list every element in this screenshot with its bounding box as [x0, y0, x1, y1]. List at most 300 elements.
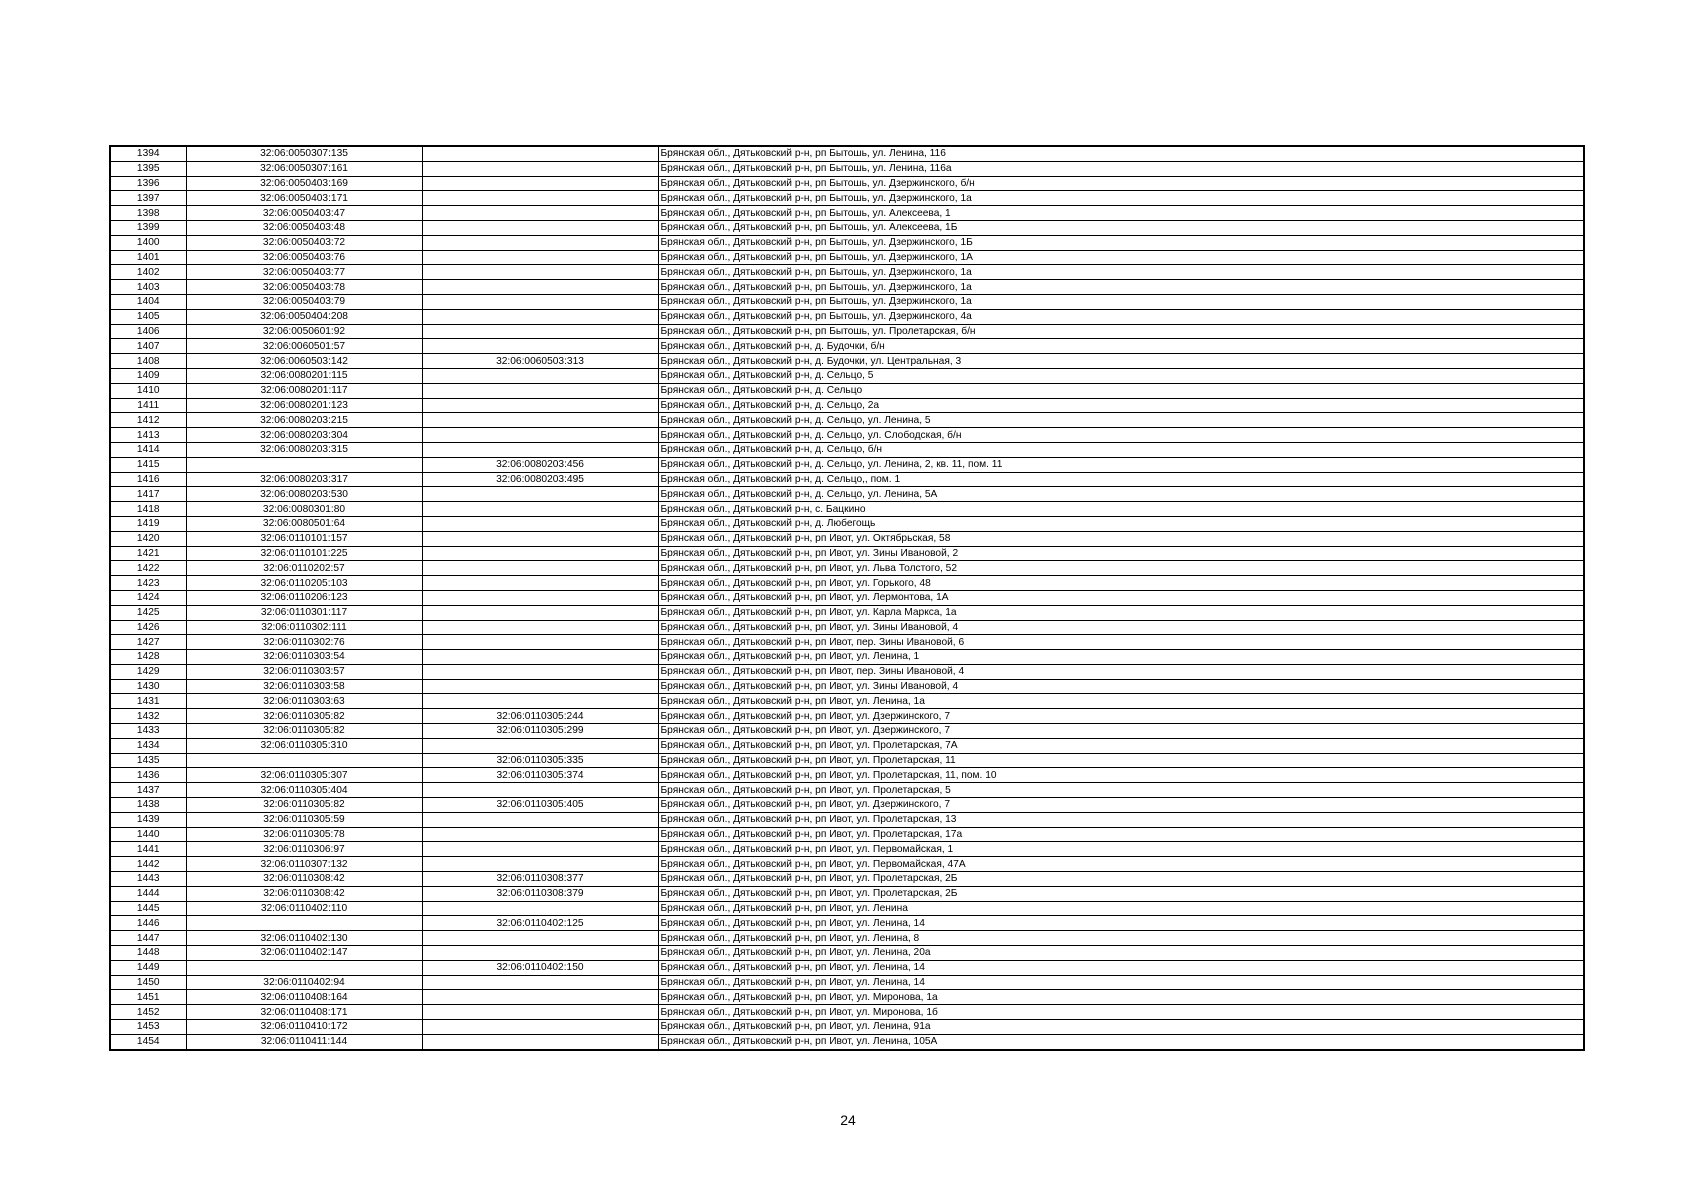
- table-row: [110, 516, 1584, 531]
- table-row: [110, 235, 1584, 250]
- address: Брянская обл., Дятьковский р-н, рп Ивот, ул. Октябрьская, 58: [658, 531, 1584, 546]
- cadastral-number-object: [422, 635, 658, 650]
- cadastral-number-object: [422, 694, 658, 709]
- cadastral-number-land: 32:06:0080203:315: [186, 442, 422, 457]
- cadastral-number-land: 32:06:0110408:164: [186, 990, 422, 1005]
- row-number: 1433: [110, 724, 186, 739]
- cadastral-number-object: [422, 250, 658, 265]
- address: Брянская обл., Дятьковский р-н, рп Бытошь, ул. Алексеева, 1: [658, 206, 1584, 221]
- address: Брянская обл., Дятьковский р-н, рп Бытошь, ул. Алексеева, 1Б: [658, 220, 1584, 235]
- page-number: 24: [840, 1112, 856, 1128]
- row-number: 1447: [110, 931, 186, 946]
- address: Брянская обл., Дятьковский р-н, рп Ивот, ул. Ленина: [658, 901, 1584, 916]
- table-row: [110, 590, 1584, 605]
- table-row: [110, 354, 1584, 369]
- cadastral-number-object: [422, 931, 658, 946]
- table-row: [110, 383, 1584, 398]
- cadastral-number-land: 32:06:0050403:169: [186, 176, 422, 191]
- cadastral-number-land: 32:06:0080301:80: [186, 502, 422, 517]
- row-number: 1446: [110, 916, 186, 931]
- address: Брянская обл., Дятьковский р-н, д. Любегощь: [658, 516, 1584, 531]
- cadastral-number-object: [422, 812, 658, 827]
- cadastral-number-land: [186, 457, 422, 472]
- cadastral-number-land: 32:06:0080201:123: [186, 398, 422, 413]
- table-row: [110, 812, 1584, 827]
- row-number: 1437: [110, 783, 186, 798]
- cadastral-number-land: 32:06:0050404:208: [186, 309, 422, 324]
- cadastral-number-land: 32:06:0080203:304: [186, 428, 422, 443]
- cadastral-number-object: [422, 206, 658, 221]
- row-number: 1421: [110, 546, 186, 561]
- table-row: [110, 931, 1584, 946]
- address: Брянская обл., Дятьковский р-н, д. Сельцо, ул. Ленина, 5А: [658, 487, 1584, 502]
- address: Брянская обл., Дятьковский р-н, рп Ивот, ул. Ленина, 8: [658, 931, 1584, 946]
- cadastral-number-land: 32:06:0110206:123: [186, 590, 422, 605]
- table-row: [110, 916, 1584, 931]
- cadastral-number-object: [422, 679, 658, 694]
- cadastral-number-land: 32:06:0050601:92: [186, 324, 422, 339]
- cadastral-number-object: [422, 842, 658, 857]
- row-number: 1434: [110, 738, 186, 753]
- address: Брянская обл., Дятьковский р-н, рп Ивот, ул. Миронова, 1б: [658, 1005, 1584, 1020]
- row-number: 1404: [110, 294, 186, 309]
- table-row: [110, 679, 1584, 694]
- table-row: [110, 413, 1584, 428]
- address: Брянская обл., Дятьковский р-н, рп Ивот, ул. Пролетарская, 17а: [658, 827, 1584, 842]
- row-number: 1424: [110, 590, 186, 605]
- address: Брянская обл., Дятьковский р-н, рп Ивот, ул. Ленина, 105А: [658, 1034, 1584, 1049]
- row-number: 1453: [110, 1020, 186, 1035]
- table-row: [110, 250, 1584, 265]
- cadastral-number-object: [422, 161, 658, 176]
- address: Брянская обл., Дятьковский р-н, рп Ивот, ул. Пролетарская, 13: [658, 812, 1584, 827]
- row-number: 1443: [110, 872, 186, 887]
- cadastral-number-land: 32:06:0050403:79: [186, 294, 422, 309]
- row-number: 1439: [110, 812, 186, 827]
- table-row: [110, 442, 1584, 457]
- cadastral-number-object: [422, 546, 658, 561]
- table-row: [110, 546, 1584, 561]
- address: Брянская обл., Дятьковский р-н, д. Сельцо, ул. Слободская, б/н: [658, 428, 1584, 443]
- cadastral-number-land: 32:06:0110402:130: [186, 931, 422, 946]
- address: Брянская обл., Дятьковский р-н, д. Сельцо, ул. Ленина, 5: [658, 413, 1584, 428]
- table-row: [110, 635, 1584, 650]
- address: Брянская обл., Дятьковский р-н, рп Ивот, ул. Дзержинского, 7: [658, 798, 1584, 813]
- address: Брянская обл., Дятьковский р-н, рп Ивот, ул. Пролетарская, 2Б: [658, 886, 1584, 901]
- row-number: 1445: [110, 901, 186, 916]
- row-number: 1414: [110, 442, 186, 457]
- address: Брянская обл., Дятьковский р-н, рп Ивот, ул. Первомайская, 1: [658, 842, 1584, 857]
- address: Брянская обл., Дятьковский р-н, рп Ивот, ул. Зины Ивановой, 4: [658, 620, 1584, 635]
- cadastral-number-object: [422, 398, 658, 413]
- cadastral-number-object: 32:06:0110305:299: [422, 724, 658, 739]
- row-number: 1430: [110, 679, 186, 694]
- address: Брянская обл., Дятьковский р-н, рп Ивот, ул. Пролетарская, 2Б: [658, 872, 1584, 887]
- table-row: [110, 724, 1584, 739]
- row-number: 1395: [110, 161, 186, 176]
- address: Брянская обл., Дятьковский р-н, рп Ивот, ул. Ленина, 14: [658, 975, 1584, 990]
- cadastral-number-object: [422, 620, 658, 635]
- table-row: [110, 827, 1584, 842]
- row-number: 1451: [110, 990, 186, 1005]
- table-row: [110, 620, 1584, 635]
- row-number: 1452: [110, 1005, 186, 1020]
- cadastral-number-object: [422, 561, 658, 576]
- address: Брянская обл., Дятьковский р-н, рп Ивот, ул. Ленина, 91а: [658, 1020, 1584, 1035]
- cadastral-number-object: [422, 339, 658, 354]
- table-row: [110, 768, 1584, 783]
- table-row: [110, 650, 1584, 665]
- table-row: [110, 857, 1584, 872]
- table-row: [110, 368, 1584, 383]
- address: Брянская обл., Дятьковский р-н, с. Бацкино: [658, 502, 1584, 517]
- address: Брянская обл., Дятьковский р-н, д. Сельцо, б/н: [658, 442, 1584, 457]
- cadastral-number-land: 32:06:0110305:404: [186, 783, 422, 798]
- address: Брянская обл., Дятьковский р-н, рп Бытошь, ул. Ленина, 116: [658, 146, 1584, 161]
- cadastral-number-object: [422, 1005, 658, 1020]
- address: Брянская обл., Дятьковский р-н, рп Ивот, ул. Пролетарская, 5: [658, 783, 1584, 798]
- cadastral-number-object: [422, 220, 658, 235]
- address: Брянская обл., Дятьковский р-н, рп Ивот, ул. Ленина, 1а: [658, 694, 1584, 709]
- address: Брянская обл., Дятьковский р-н, рп Ивот, ул. Горького, 48: [658, 576, 1584, 591]
- cadastral-number-land: 32:06:0110305:307: [186, 768, 422, 783]
- row-number: 1436: [110, 768, 186, 783]
- row-number: 1405: [110, 309, 186, 324]
- address: Брянская обл., Дятьковский р-н, д. Будочки, ул. Центральная, 3: [658, 354, 1584, 369]
- row-number: 1422: [110, 561, 186, 576]
- address: Брянская обл., Дятьковский р-н, рп Ивот, ул. Пролетарская, 11: [658, 753, 1584, 768]
- row-number: 1429: [110, 664, 186, 679]
- address: Брянская обл., Дятьковский р-н, рп Ивот, ул. Зины Ивановой, 4: [658, 679, 1584, 694]
- row-number: 1441: [110, 842, 186, 857]
- cadastral-number-object: [422, 516, 658, 531]
- row-number: 1399: [110, 220, 186, 235]
- cadastral-number-object: [422, 191, 658, 206]
- table-row: [110, 191, 1584, 206]
- cadastral-number-object: [422, 783, 658, 798]
- cadastral-number-land: 32:06:0050403:72: [186, 235, 422, 250]
- address: Брянская обл., Дятьковский р-н, рп Ивот, ул. Ленина, 14: [658, 960, 1584, 975]
- cadastral-number-land: 32:06:0110308:42: [186, 872, 422, 887]
- table-row: [110, 339, 1584, 354]
- row-number: 1442: [110, 857, 186, 872]
- row-number: 1450: [110, 975, 186, 990]
- cadastral-number-land: 32:06:0050403:171: [186, 191, 422, 206]
- cadastral-number-object: [422, 428, 658, 443]
- cadastral-number-land: 32:06:0060501:57: [186, 339, 422, 354]
- table-row: [110, 753, 1584, 768]
- table-row: [110, 1020, 1584, 1035]
- cadastral-number-object: [422, 324, 658, 339]
- cadastral-number-object: [422, 146, 658, 161]
- row-number: 1415: [110, 457, 186, 472]
- cadastral-number-object: [422, 294, 658, 309]
- table-row: [110, 502, 1584, 517]
- cadastral-number-land: 32:06:0110410:172: [186, 1020, 422, 1035]
- table-row: [110, 576, 1584, 591]
- cadastral-number-object: [422, 901, 658, 916]
- address: Брянская обл., Дятьковский р-н, рп Ивот, пер. Зины Ивановой, 6: [658, 635, 1584, 650]
- address: Брянская обл., Дятьковский р-н, рп Бытошь, ул. Пролетарская, б/н: [658, 324, 1584, 339]
- address: Брянская обл., Дятьковский р-н, д. Сельцо: [658, 383, 1584, 398]
- cadastral-number-object: [422, 531, 658, 546]
- cadastral-number-object: 32:06:0110305:374: [422, 768, 658, 783]
- cadastral-number-object: [422, 975, 658, 990]
- row-number: 1438: [110, 798, 186, 813]
- cadastral-number-land: 32:06:0110303:63: [186, 694, 422, 709]
- row-number: 1444: [110, 886, 186, 901]
- table-row: [110, 176, 1584, 191]
- cadastral-number-land: 32:06:0110205:103: [186, 576, 422, 591]
- cadastral-number-object: [422, 738, 658, 753]
- cadastral-number-land: 32:06:0110402:94: [186, 975, 422, 990]
- cadastral-number-object: 32:06:0110305:244: [422, 709, 658, 724]
- cadastral-number-land: 32:06:0050403:76: [186, 250, 422, 265]
- cadastral-number-land: 32:06:0110303:54: [186, 650, 422, 665]
- table-row: [110, 694, 1584, 709]
- cadastral-number-land: 32:06:0080203:215: [186, 413, 422, 428]
- row-number: 1431: [110, 694, 186, 709]
- address: Брянская обл., Дятьковский р-н, д. Сельцо,, пом. 1: [658, 472, 1584, 487]
- cadastral-number-object: [422, 946, 658, 961]
- row-number: 1425: [110, 605, 186, 620]
- cadastral-number-land: 32:06:0050403:78: [186, 280, 422, 295]
- address: Брянская обл., Дятьковский р-н, рп Бытошь, ул. Дзержинского, б/н: [658, 176, 1584, 191]
- registry-table-body: [110, 146, 1584, 1050]
- cadastral-number-land: 32:06:0050403:48: [186, 220, 422, 235]
- cadastral-number-land: 32:06:0080201:115: [186, 368, 422, 383]
- cadastral-number-land: [186, 960, 422, 975]
- address: Брянская обл., Дятьковский р-н, рп Ивот, ул. Первомайская, 47А: [658, 857, 1584, 872]
- row-number: 1427: [110, 635, 186, 650]
- cadastral-number-object: [422, 502, 658, 517]
- table-row: [110, 1034, 1584, 1049]
- address: Брянская обл., Дятьковский р-н, рп Бытошь, ул. Ленина, 116а: [658, 161, 1584, 176]
- cadastral-number-object: 32:06:0110402:125: [422, 916, 658, 931]
- row-number: 1419: [110, 516, 186, 531]
- cadastral-number-land: 32:06:0110308:42: [186, 886, 422, 901]
- table-row: [110, 1005, 1584, 1020]
- address: Брянская обл., Дятьковский р-н, рп Бытошь, ул. Дзержинского, 1Б: [658, 235, 1584, 250]
- table-row: [110, 886, 1584, 901]
- cadastral-number-object: [422, 368, 658, 383]
- address: Брянская обл., Дятьковский р-н, рп Бытошь, ул. Дзержинского, 1а: [658, 265, 1584, 280]
- cadastral-number-object: [422, 827, 658, 842]
- cadastral-number-land: 32:06:0050307:135: [186, 146, 422, 161]
- cadastral-number-land: 32:06:0050403:77: [186, 265, 422, 280]
- cadastral-number-land: 32:06:0110305:310: [186, 738, 422, 753]
- cadastral-number-land: 32:06:0110101:157: [186, 531, 422, 546]
- cadastral-number-land: 32:06:0110302:76: [186, 635, 422, 650]
- address: Брянская обл., Дятьковский р-н, д. Сельцо, 2а: [658, 398, 1584, 413]
- address: Брянская обл., Дятьковский р-н, рп Ивот, ул. Зины Ивановой, 2: [658, 546, 1584, 561]
- row-number: 1400: [110, 235, 186, 250]
- row-number: 1408: [110, 354, 186, 369]
- table-row: [110, 146, 1584, 161]
- table-row: [110, 605, 1584, 620]
- cadastral-number-object: [422, 605, 658, 620]
- row-number: 1420: [110, 531, 186, 546]
- table-row: [110, 842, 1584, 857]
- row-number: 1440: [110, 827, 186, 842]
- cadastral-number-object: [422, 590, 658, 605]
- cadastral-number-land: [186, 916, 422, 931]
- table-row: [110, 531, 1584, 546]
- cadastral-number-land: 32:06:0110305:59: [186, 812, 422, 827]
- cadastral-number-land: 32:06:0110101:225: [186, 546, 422, 561]
- cadastral-number-object: 32:06:0060503:313: [422, 354, 658, 369]
- row-number: 1397: [110, 191, 186, 206]
- table-row: [110, 738, 1584, 753]
- cadastral-number-object: [422, 650, 658, 665]
- row-number: 1406: [110, 324, 186, 339]
- property-registry-table: [109, 145, 1585, 1051]
- row-number: 1412: [110, 413, 186, 428]
- row-number: 1428: [110, 650, 186, 665]
- row-number: 1432: [110, 709, 186, 724]
- address: Брянская обл., Дятьковский р-н, рп Ивот, ул. Дзержинского, 7: [658, 709, 1584, 724]
- row-number: 1416: [110, 472, 186, 487]
- row-number: 1435: [110, 753, 186, 768]
- cadastral-number-object: [422, 1034, 658, 1049]
- cadastral-number-object: [422, 857, 658, 872]
- row-number: 1410: [110, 383, 186, 398]
- cadastral-number-land: 32:06:0080203:317: [186, 472, 422, 487]
- address: Брянская обл., Дятьковский р-н, рп Ивот, пер. Зины Ивановой, 4: [658, 664, 1584, 679]
- table-row: [110, 960, 1584, 975]
- row-number: 1396: [110, 176, 186, 191]
- cadastral-number-object: [422, 383, 658, 398]
- table-row: [110, 265, 1584, 280]
- table-row: [110, 280, 1584, 295]
- cadastral-number-land: 32:06:0050307:161: [186, 161, 422, 176]
- cadastral-number-object: 32:06:0110308:377: [422, 872, 658, 887]
- row-number: 1411: [110, 398, 186, 413]
- cadastral-number-land: 32:06:0110303:58: [186, 679, 422, 694]
- row-number: 1448: [110, 946, 186, 961]
- cadastral-number-land: 32:06:0110411:144: [186, 1034, 422, 1049]
- table-row: [110, 798, 1584, 813]
- cadastral-number-land: 32:06:0110306:97: [186, 842, 422, 857]
- address: Брянская обл., Дятьковский р-н, рп Ивот, ул. Ленина, 1: [658, 650, 1584, 665]
- cadastral-number-land: 32:06:0110202:57: [186, 561, 422, 576]
- address: Брянская обл., Дятьковский р-н, рп Бытошь, ул. Дзержинского, 1а: [658, 191, 1584, 206]
- address: Брянская обл., Дятьковский р-н, рп Ивот, ул. Ленина, 20а: [658, 946, 1584, 961]
- cadastral-number-land: 32:06:0110301:117: [186, 605, 422, 620]
- row-number: 1449: [110, 960, 186, 975]
- cadastral-number-land: 32:06:0050403:47: [186, 206, 422, 221]
- table-row: [110, 975, 1584, 990]
- row-number: 1413: [110, 428, 186, 443]
- table-row: [110, 220, 1584, 235]
- cadastral-number-object: [422, 413, 658, 428]
- cadastral-number-land: [186, 753, 422, 768]
- cadastral-number-object: [422, 235, 658, 250]
- table-row: [110, 206, 1584, 221]
- table-row: [110, 664, 1584, 679]
- row-number: 1398: [110, 206, 186, 221]
- cadastral-number-object: [422, 487, 658, 502]
- address: Брянская обл., Дятьковский р-н, рп Ивот, ул. Лермонтова, 1А: [658, 590, 1584, 605]
- cadastral-number-land: 32:06:0110307:132: [186, 857, 422, 872]
- cadastral-number-land: 32:06:0110303:57: [186, 664, 422, 679]
- address: Брянская обл., Дятьковский р-н, рп Ивот, ул. Пролетарская, 11, пом. 10: [658, 768, 1584, 783]
- cadastral-number-land: 32:06:0110302:111: [186, 620, 422, 635]
- table-row: [110, 872, 1584, 887]
- row-number: 1403: [110, 280, 186, 295]
- row-number: 1454: [110, 1034, 186, 1049]
- cadastral-number-object: [422, 576, 658, 591]
- cadastral-number-land: 32:06:0110408:171: [186, 1005, 422, 1020]
- cadastral-number-object: 32:06:0110305:405: [422, 798, 658, 813]
- address: Брянская обл., Дятьковский р-н, д. Сельцо, ул. Ленина, 2, кв. 11, пом. 11: [658, 457, 1584, 472]
- cadastral-number-land: 32:06:0080201:117: [186, 383, 422, 398]
- cadastral-number-object: [422, 265, 658, 280]
- table-row: [110, 428, 1584, 443]
- address: Брянская обл., Дятьковский р-н, рп Бытошь, ул. Дзержинского, 1А: [658, 250, 1584, 265]
- cadastral-number-object: [422, 309, 658, 324]
- address: Брянская обл., Дятьковский р-н, рп Ивот, ул. Льва Толстого, 52: [658, 561, 1584, 576]
- cadastral-number-land: 32:06:0110305:82: [186, 724, 422, 739]
- cadastral-number-land: 32:06:0110305:82: [186, 798, 422, 813]
- address: Брянская обл., Дятьковский р-н, рп Ивот, ул. Миронова, 1а: [658, 990, 1584, 1005]
- address: Брянская обл., Дятьковский р-н, рп Ивот, ул. Карла Маркса, 1а: [658, 605, 1584, 620]
- table-row: [110, 294, 1584, 309]
- row-number: 1409: [110, 368, 186, 383]
- table-row: [110, 487, 1584, 502]
- row-number: 1407: [110, 339, 186, 354]
- table-row: [110, 783, 1584, 798]
- row-number: 1417: [110, 487, 186, 502]
- cadastral-number-object: [422, 442, 658, 457]
- cadastral-number-object: [422, 990, 658, 1005]
- address: Брянская обл., Дятьковский р-н, рп Ивот, ул. Дзержинского, 7: [658, 724, 1584, 739]
- address: Брянская обл., Дятьковский р-н, рп Ивот, ул. Пролетарская, 7А: [658, 738, 1584, 753]
- cadastral-number-object: 32:06:0080203:495: [422, 472, 658, 487]
- row-number: 1418: [110, 502, 186, 517]
- table-row: [110, 309, 1584, 324]
- row-number: 1402: [110, 265, 186, 280]
- table-row: [110, 324, 1584, 339]
- cadastral-number-land: 32:06:0110305:82: [186, 709, 422, 724]
- cadastral-number-object: [422, 280, 658, 295]
- table-row: [110, 457, 1584, 472]
- cadastral-number-object: [422, 1020, 658, 1035]
- cadastral-number-object: [422, 176, 658, 191]
- cadastral-number-object: [422, 664, 658, 679]
- address: Брянская обл., Дятьковский р-н, д. Сельцо, 5: [658, 368, 1584, 383]
- table-row: [110, 398, 1584, 413]
- cadastral-number-object: 32:06:0110402:150: [422, 960, 658, 975]
- row-number: 1401: [110, 250, 186, 265]
- address: Брянская обл., Дятьковский р-н, рп Бытошь, ул. Дзержинского, 4а: [658, 309, 1584, 324]
- row-number: 1426: [110, 620, 186, 635]
- table-row: [110, 709, 1584, 724]
- table-row: [110, 161, 1584, 176]
- address: Брянская обл., Дятьковский р-н, рп Бытошь, ул. Дзержинского, 1а: [658, 294, 1584, 309]
- cadastral-number-object: 32:06:0080203:456: [422, 457, 658, 472]
- cadastral-number-object: 32:06:0110305:335: [422, 753, 658, 768]
- table-row: [110, 946, 1584, 961]
- table-row: [110, 561, 1584, 576]
- address: Брянская обл., Дятьковский р-н, д. Будочки, б/н: [658, 339, 1584, 354]
- cadastral-number-land: 32:06:0080203:530: [186, 487, 422, 502]
- cadastral-number-land: 32:06:0110402:110: [186, 901, 422, 916]
- table-row: [110, 472, 1584, 487]
- cadastral-number-land: 32:06:0060503:142: [186, 354, 422, 369]
- cadastral-number-land: 32:06:0110402:147: [186, 946, 422, 961]
- table-row: [110, 901, 1584, 916]
